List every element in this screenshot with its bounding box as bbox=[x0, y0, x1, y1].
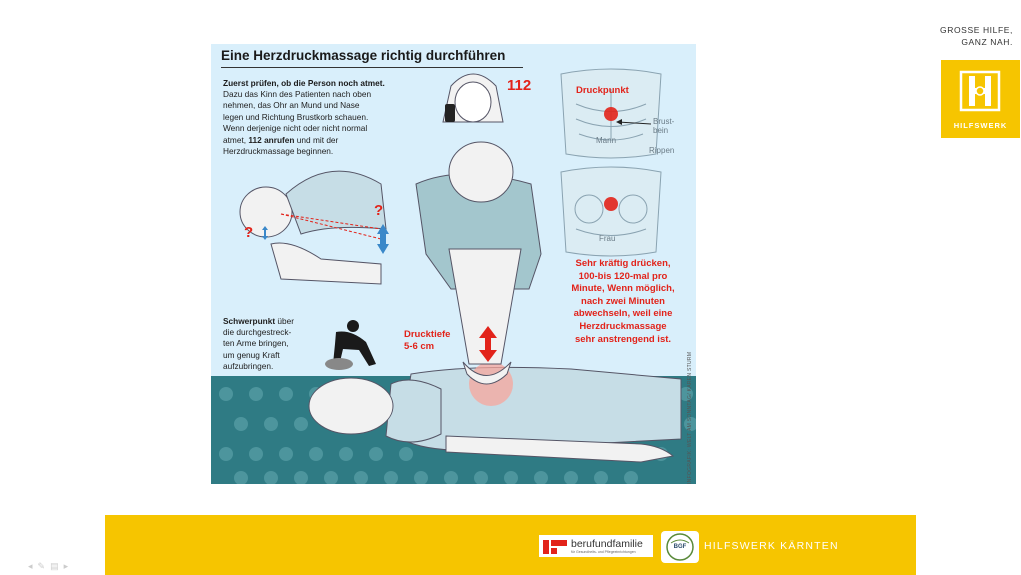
drucktiefe-line-2: 5-6 cm bbox=[404, 341, 435, 352]
berufundfamilie-logo bbox=[539, 535, 653, 557]
intro-line: nehmen, das Ohr an Mund und Nase bbox=[223, 100, 360, 111]
instruction-line: nach zwei Minuten bbox=[581, 295, 665, 307]
intro-line-pre: atmet, bbox=[223, 134, 249, 145]
druckpunkt-label: Druckpunkt bbox=[576, 85, 629, 96]
bgf-text: BGF bbox=[673, 544, 687, 550]
drucktiefe-line-1: Drucktiefe bbox=[404, 329, 451, 340]
question-mark-left: ? bbox=[244, 224, 254, 241]
schwerpunkt-lead: Schwerpunkt bbox=[223, 316, 276, 326]
brustbein-label bbox=[653, 117, 674, 135]
schwerpunkt-text bbox=[223, 316, 333, 372]
title-underline bbox=[221, 67, 523, 68]
footer-title: HILFSWERK KÄRNTEN bbox=[704, 540, 839, 552]
question-mark-right: ? bbox=[374, 202, 384, 219]
schwerpunkt-line: um genug Kraft bbox=[223, 349, 280, 360]
instruction-line: abwechseln, weil eine bbox=[573, 308, 673, 320]
hilfswerk-logo bbox=[941, 60, 1020, 138]
intro-line: Dazu das Kinn des Patienten nach oben bbox=[223, 89, 372, 99]
instruction-line: 100-bis 120-mal pro bbox=[578, 270, 668, 282]
phone-icon bbox=[445, 104, 455, 122]
berufundfamilie-text: berufundfamilie bbox=[571, 538, 643, 550]
footer-bar bbox=[105, 515, 916, 575]
schwerpunkt-line: die durchgestreck- bbox=[223, 327, 292, 338]
infographic-credit: INFOGRAFIK: WELT AM SONNTAG/ KAREN STURM bbox=[687, 351, 693, 484]
intro-line bbox=[223, 135, 438, 146]
frau-label: Frau bbox=[599, 234, 616, 243]
intro-line-bold: 112 anrufen bbox=[248, 134, 295, 145]
next-slide-icon[interactable]: ▸ bbox=[63, 561, 74, 571]
drucktiefe-label bbox=[404, 329, 450, 353]
intro-line: Wenn derjenige nicht oder nicht normal bbox=[223, 123, 368, 134]
slide-nav-controls[interactable] bbox=[28, 561, 73, 572]
bgf-logo bbox=[661, 531, 699, 563]
tagline-line-1: GROSSE HILFE, bbox=[940, 25, 1013, 35]
instruction-line: Sehr kräftig drücken, bbox=[575, 258, 671, 269]
schwerpunkt-line: ten Arme bringen, bbox=[223, 338, 289, 349]
prev-slide-icon[interactable]: ◂ bbox=[28, 561, 38, 571]
druckpunkt-female-dot bbox=[604, 197, 618, 211]
compression-instructions bbox=[553, 258, 693, 346]
intro-line-post: und mit der bbox=[294, 134, 339, 145]
breathing-check-figure bbox=[240, 171, 389, 284]
phone-caller-figure bbox=[443, 74, 503, 122]
schwerpunkt-line bbox=[223, 316, 333, 327]
brustbein-line-1: Brust- bbox=[653, 117, 675, 126]
tagline-line-2: GANZ NAH. bbox=[961, 37, 1013, 47]
menu-icon[interactable]: ▤ bbox=[50, 561, 64, 571]
logo-wordmark: HILFSWERK bbox=[953, 121, 1008, 130]
berufundfamilie-subtext: für Gesundheits- und Pflegeeinrichtungen bbox=[571, 550, 636, 554]
intro-text bbox=[223, 89, 438, 157]
brustbein-line-2: bein bbox=[653, 126, 669, 135]
instruction-line: sehr anstrengend ist. bbox=[574, 333, 672, 345]
berufundfamilie-icon bbox=[541, 536, 571, 556]
cpr-infographic bbox=[211, 44, 696, 484]
intro-lead: Zuerst prüfen, ob die Person noch atmet. bbox=[223, 78, 385, 88]
druckpunkt-male-dot bbox=[604, 107, 618, 121]
mann-label: Mann bbox=[596, 136, 617, 145]
schwerpunkt-line: aufzubringen. bbox=[223, 360, 274, 371]
pen-icon[interactable]: ✎ bbox=[37, 561, 51, 571]
intro-line: legen und Richtung Brustkorb schauen. bbox=[223, 111, 369, 122]
rippen-label: Rippen bbox=[649, 146, 675, 155]
schwerpunkt-line-post: über bbox=[275, 316, 295, 326]
infographic-title: Eine Herzdruckmassage richtig durchführen bbox=[221, 48, 506, 63]
instruction-line: Minute, Wenn möglich, bbox=[571, 283, 675, 295]
intro-line: Herzdruckmassage beginnen. bbox=[223, 146, 334, 157]
instruction-line: Herzdruckmassage bbox=[579, 320, 667, 332]
h-logo-icon bbox=[959, 70, 1001, 114]
emergency-number: 112 bbox=[507, 77, 532, 94]
brand-tagline bbox=[893, 24, 1013, 48]
